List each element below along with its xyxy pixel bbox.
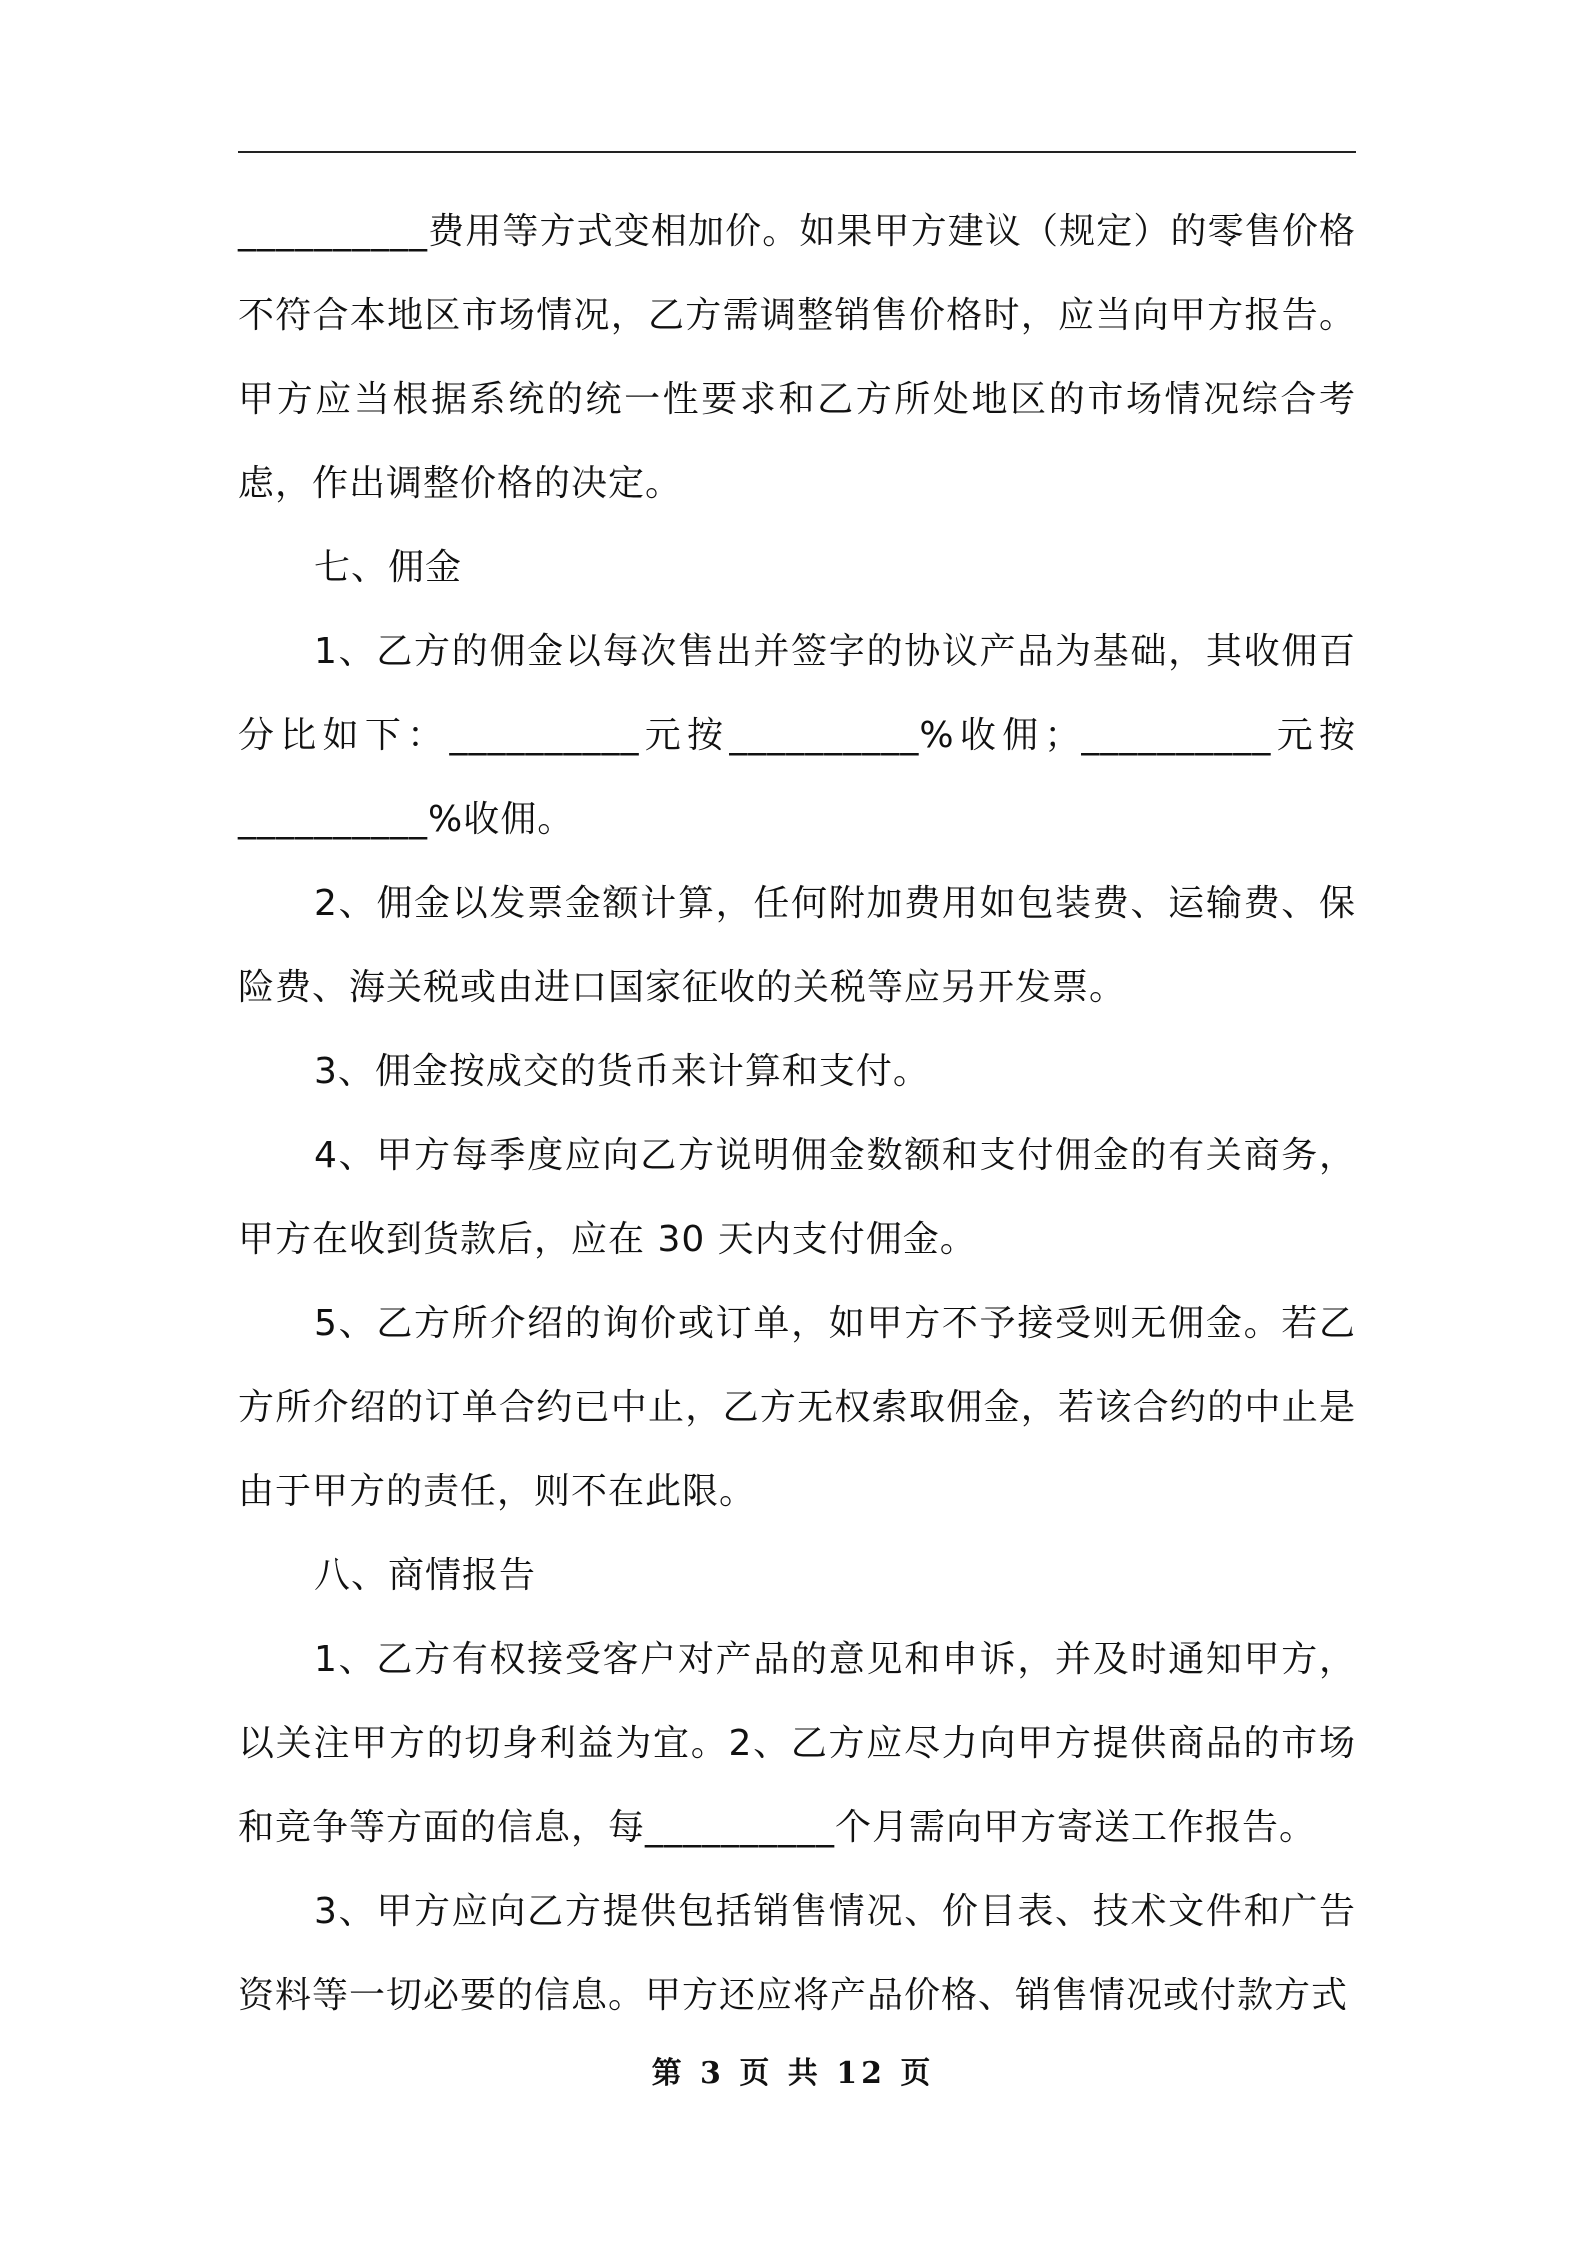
- section-heading-commission: 七、佣金: [314, 547, 463, 588]
- paragraph-commission-1: 1、乙方的佣金以每次售出并签字的协议产品为基础，其收佣百分比如下：__________元按__________%收佣；__________元按__________%收佣。: [238, 631, 1356, 840]
- header-rule: [238, 151, 1356, 153]
- paragraph-commission-3: 3、佣金按成交的货币来计算和支付。: [314, 1051, 930, 1092]
- paragraph-commission-4: 4、甲方每季度应向乙方说明佣金数额和支付佣金的有关商务，甲方在收到货款后，应在 30 天内支付佣金。: [238, 1135, 1356, 1260]
- section-heading-business-report: 八、商情报告: [314, 1555, 537, 1596]
- paragraph-commission-5: 5、乙方所介绍的询价或订单，如甲方不予接受则无佣金。若乙方所介绍的订单合约已中止，乙方无权索取佣金，若该合约的中止是由于甲方的责任，则不在此限。: [238, 1303, 1356, 1512]
- document-body: [238, 190, 1356, 2038]
- page-number-footer: 第 3 页 共 12 页: [651, 2056, 935, 2091]
- paragraph-report-1-2: 1、乙方有权接受客户对产品的意见和申诉，并及时通知甲方，以关注甲方的切身利益为宜。2、乙方应尽力向甲方提供商品的市场和竞争等方面的信息，每__________个月需向甲方寄送工作报告。: [238, 1639, 1356, 1848]
- paragraph-commission-2: 2、佣金以发票金额计算，任何附加费用如包装费、运输费、保险费、海关税或由进口国家征收的关税等应另开发票。: [238, 883, 1356, 1008]
- paragraph-report-3: 3、甲方应向乙方提供包括销售情况、价目表、技术文件和广告资料等一切必要的信息。甲方还应将产品价格、销售情况或付款方式: [238, 1891, 1356, 2016]
- paragraph-pricing-continuation: __________费用等方式变相加价。如果甲方建议（规定）的零售价格不符合本地区市场情况，乙方需调整销售价格时，应当向甲方报告。甲方应当根据系统的统一性要求和乙方所处地区的市场情况综合考虑，作出调整价格的决定。: [238, 211, 1356, 504]
